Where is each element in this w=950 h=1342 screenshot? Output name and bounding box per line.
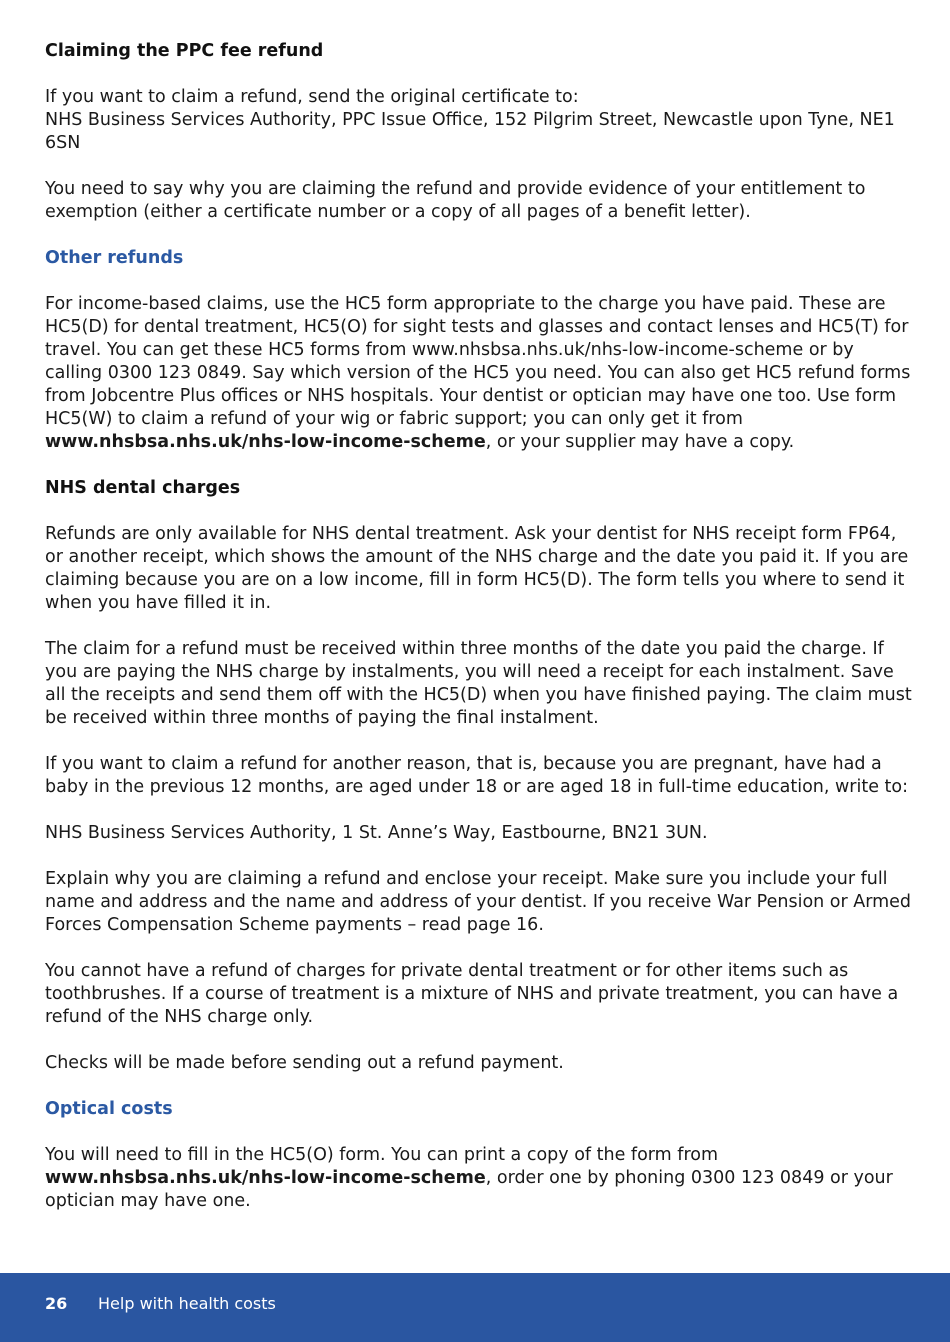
paragraph-ppc-evidence: You need to say why you are claiming the refund and provide evidence of your entitlement to exemption (either a certificate number or a copy of all pages of a benefit letter). xyxy=(45,179,866,222)
paragraph-optical xyxy=(45,1144,915,1213)
heading-optical-costs: Optical costs xyxy=(45,1099,173,1119)
paragraph-dental-timing: The claim for a refund must be received within three months of the date you paid the charge. If you are paying the NHS charge by instalments, you will need a receipt for each instalment. Save all the receipts and send them off with the HC5(D) when you have finished paying. The claim must be received within three months of paying the final instalment. xyxy=(45,639,912,728)
low-income-scheme-link[interactable]: www.nhsbsa.nhs.uk/nhs-low-income-scheme xyxy=(45,432,486,452)
optical-text-end: , order one by phoning 0300 123 0849 or your optician may have one. xyxy=(45,1168,893,1211)
heading-other-refunds: Other refunds xyxy=(45,248,184,268)
heading-nhs-dental-charges: NHS dental charges xyxy=(45,478,241,498)
paragraph-dental-explain: Explain why you are claiming a refund and enclose your receipt. Make sure you include your full name and address and the name and address of your dentist. If you receive War Pension or Armed Forces Compensation Scheme payments – read page 16. xyxy=(45,869,912,935)
optical-low-income-scheme-link[interactable]: www.nhsbsa.nhs.uk/nhs-low-income-scheme xyxy=(45,1168,486,1188)
paragraph-dental-address: NHS Business Services Authority, 1 St. Anne’s Way, Eastbourne, BN21 3UN. xyxy=(45,823,708,843)
footer-title: Help with health costs xyxy=(98,1294,276,1313)
ppc-send-instruction: If you want to claim a refund, send the original certificate to: xyxy=(45,87,579,107)
document-body xyxy=(45,40,915,1236)
heading-ppc-refund: Claiming the PPC fee refund xyxy=(45,41,324,61)
other-refunds-text-end: , or your supplier may have a copy. xyxy=(485,432,795,452)
paragraph-dental-private: You cannot have a refund of charges for private dental treatment or for other items such as toothbrushes. If a course of treatment is a mixture of NHS and private treatment, you can have a refund of the NHS charge only. xyxy=(45,961,899,1027)
page-number: 26 xyxy=(45,1294,68,1313)
other-refunds-text: For income-based claims, use the HC5 form appropriate to the charge you have paid. These are HC5(D) for dental treatment, HC5(O) for sight tests and glasses and contact lenses and HC5(T) for travel. You can get these HC5 forms from www.nhsbsa.nhs.uk/nhs-low-income-scheme or by calling 0300 123 0849. Say which version of the HC5 you need. You can also get HC5 refund forms from Jobcentre Plus offices or NHS hospitals. Your dentist or optician may have one too. Use form HC5(W) to claim a refund of your wig or fabric support; you can only get it from xyxy=(45,294,911,429)
paragraph-dental-other-reason: If you want to claim a refund for another reason, that is, because you are pregnant, have had a baby in the previous 12 months, are aged under 18 or are aged 18 in full-time education, write to: xyxy=(45,754,909,797)
paragraph-dental-checks: Checks will be made before sending out a refund payment. xyxy=(45,1053,564,1073)
paragraph-dental-receipt: Refunds are only available for NHS dental treatment. Ask your dentist for NHS receipt form FP64, or another receipt, which shows the amount of the NHS charge and the date you paid it. If you are claiming because you are on a low income, fill in form HC5(D). The form tells you where to send it when you have filled it in. xyxy=(45,524,909,613)
paragraph-ppc-send-to xyxy=(45,86,915,155)
paragraph-other-refunds xyxy=(45,293,915,454)
ppc-address: NHS Business Services Authority, PPC Issue Office, 152 Pilgrim Street, Newcastle upon Tyne, NE1 6SN xyxy=(45,110,895,153)
page-footer xyxy=(0,1273,950,1342)
optical-text: You will need to fill in the HC5(O) form. You can print a copy of the form from xyxy=(45,1145,719,1165)
